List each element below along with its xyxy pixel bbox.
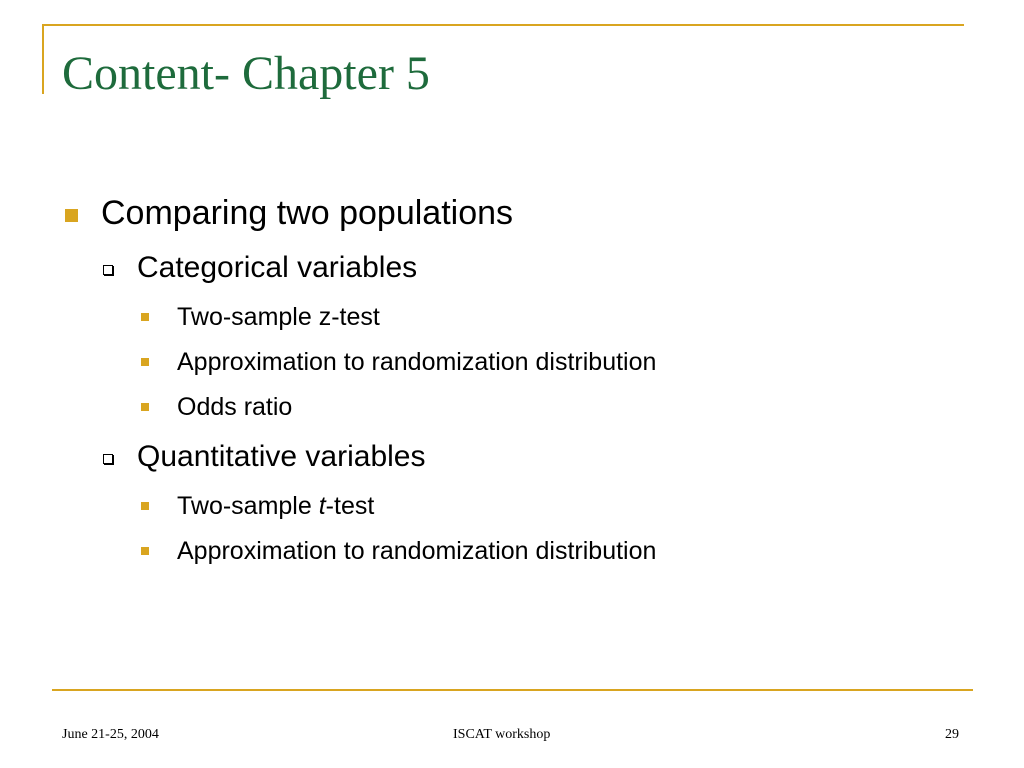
footer-event: ISCAT workshop <box>453 727 551 742</box>
bullet-level2-quantitative: Quantitative variables <box>137 440 426 473</box>
bullet-hollow-square-icon <box>103 265 113 275</box>
footer-date: June 21-25, 2004 <box>62 727 159 742</box>
footer-page-number: 29 <box>945 727 959 742</box>
bullet-level3-item: Odds ratio <box>177 393 293 421</box>
slide-title: Content- Chapter 5 <box>62 47 430 100</box>
bullet-square-icon <box>141 403 149 411</box>
item-italic-text: t <box>318 492 326 520</box>
bullet-square-icon <box>141 502 149 510</box>
bullet-level3-item: Approximation to randomization distribution <box>177 348 657 376</box>
bullet-level1: Comparing two populations <box>101 194 514 232</box>
bullet-level3-item <box>177 491 374 521</box>
bullet-square-icon <box>141 358 149 366</box>
bullet-hollow-square-icon <box>103 454 113 464</box>
footer-divider <box>52 689 973 691</box>
bullet-square-icon <box>141 547 149 555</box>
bullet-level3-item: Approximation to randomization distribution <box>177 537 657 565</box>
bullet-level2-categorical: Categorical variables <box>137 251 418 284</box>
bullet-level3-item: Two-sample z-test <box>177 303 380 331</box>
bullet-square-icon <box>65 209 78 222</box>
item-text: Two-sample <box>177 492 319 520</box>
bullet-square-icon <box>141 313 149 321</box>
item-text: -test <box>325 492 375 520</box>
